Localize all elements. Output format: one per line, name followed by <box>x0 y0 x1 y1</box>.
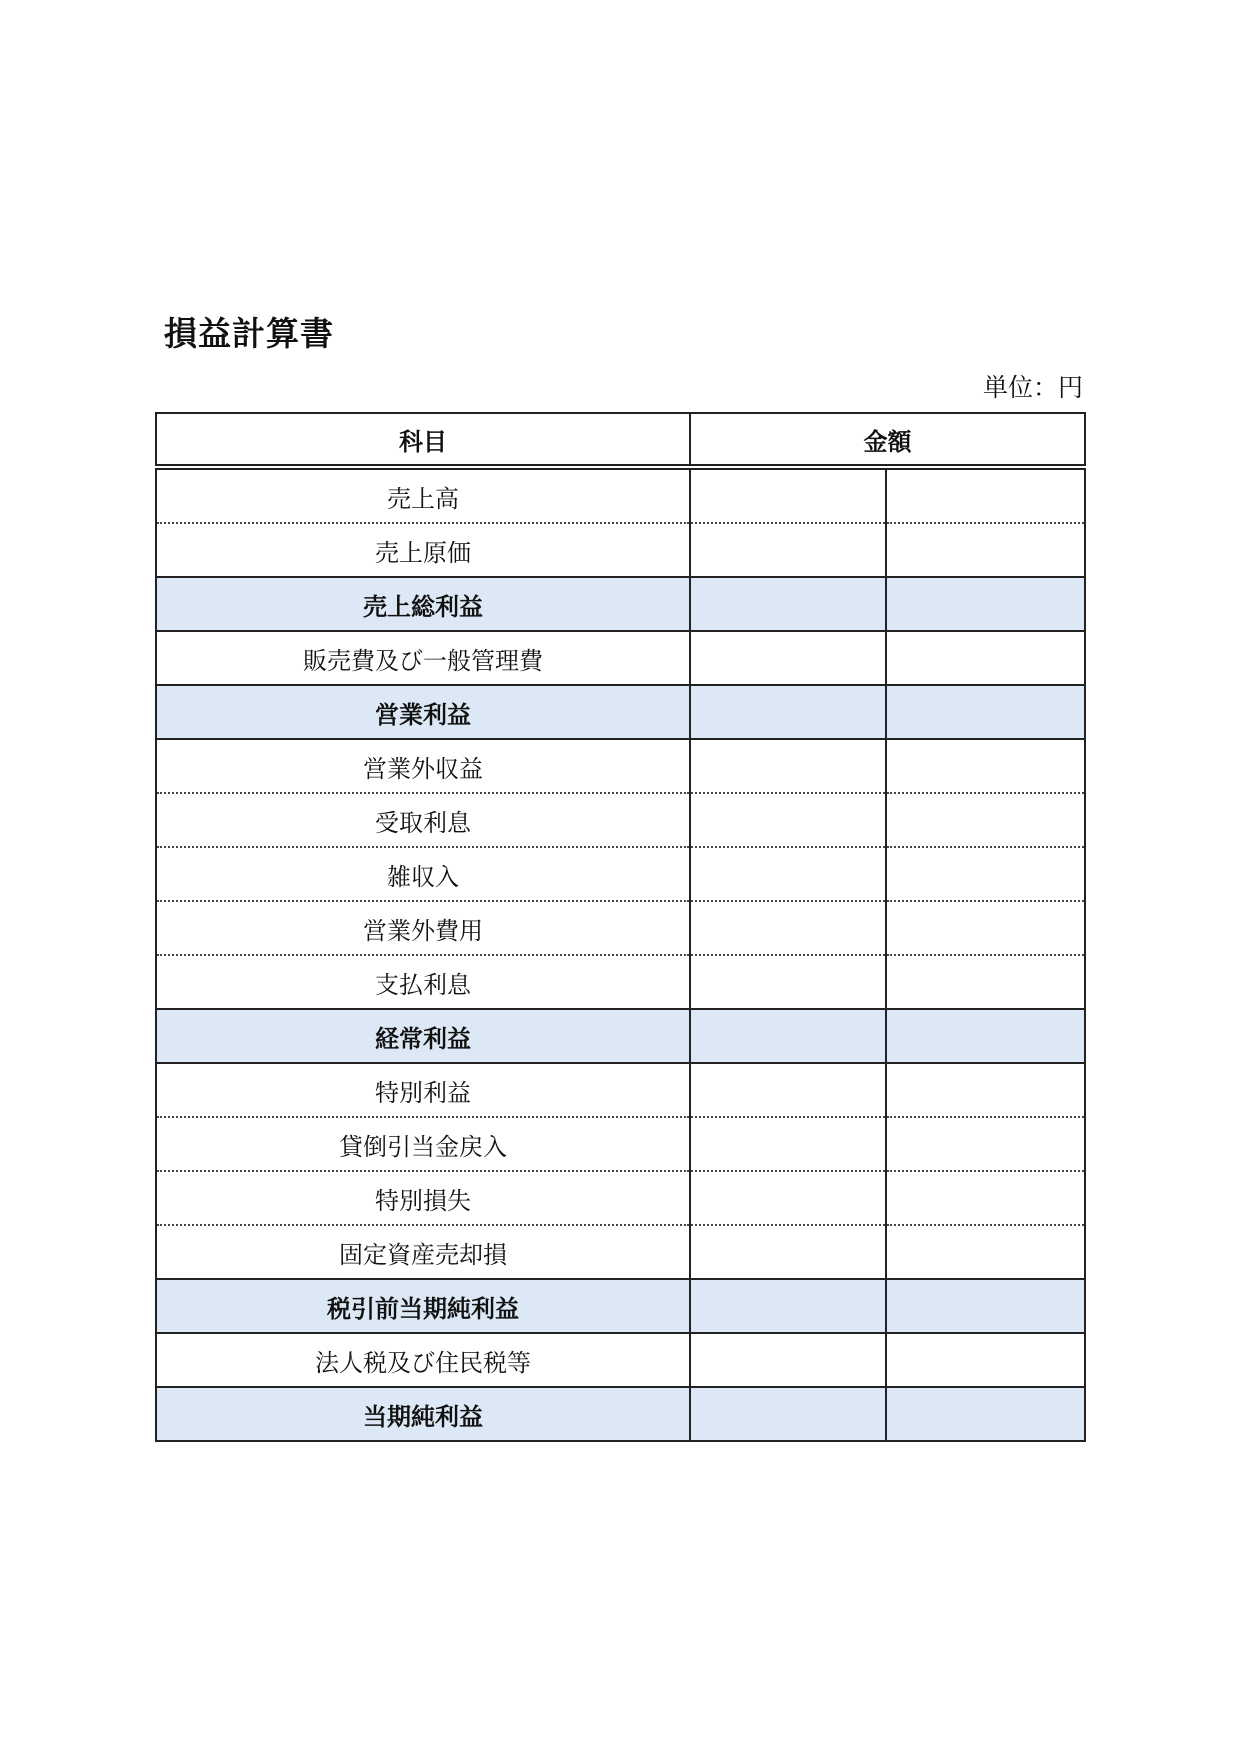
amount-cell-left[interactable] <box>690 631 886 685</box>
table-row-total <box>156 1387 1085 1441</box>
table-row <box>156 1225 1085 1279</box>
amount-cell-left[interactable] <box>690 577 886 631</box>
amount-cell-left[interactable] <box>690 1117 886 1171</box>
row-label: 営業外収益 <box>156 739 690 793</box>
amount-cell-right[interactable] <box>886 1279 1085 1333</box>
table-row <box>156 847 1085 901</box>
row-label: 特別損失 <box>156 1171 690 1225</box>
row-label: 特別利益 <box>156 1063 690 1117</box>
row-label: 販売費及び一般管理費 <box>156 631 690 685</box>
amount-cell-right[interactable] <box>886 577 1085 631</box>
table-row-total <box>156 577 1085 631</box>
header-amount: 金額 <box>690 413 1085 467</box>
row-label: 受取利息 <box>156 793 690 847</box>
amount-cell-right[interactable] <box>886 1171 1085 1225</box>
amount-cell-right[interactable] <box>886 793 1085 847</box>
amount-cell-left[interactable] <box>690 793 886 847</box>
amount-cell-left[interactable] <box>690 1225 886 1279</box>
row-label: 営業外費用 <box>156 901 690 955</box>
table-row <box>156 1171 1085 1225</box>
amount-cell-right[interactable] <box>886 1225 1085 1279</box>
table-row <box>156 955 1085 1009</box>
amount-cell-left[interactable] <box>690 1009 886 1063</box>
table-row <box>156 793 1085 847</box>
amount-cell-right[interactable] <box>886 1063 1085 1117</box>
table-row <box>156 631 1085 685</box>
table-row-total <box>156 685 1085 739</box>
table-row <box>156 1333 1085 1387</box>
unit-label: 単位：円 <box>982 373 1083 402</box>
amount-cell-left[interactable] <box>690 901 886 955</box>
table-row <box>156 901 1085 955</box>
amount-cell-left[interactable] <box>690 1063 886 1117</box>
row-label: 固定資産売却損 <box>156 1225 690 1279</box>
amount-cell-left[interactable] <box>690 685 886 739</box>
amount-cell-left[interactable] <box>690 1387 886 1441</box>
income-statement-table <box>155 412 1086 1442</box>
row-label: 法人税及び住民税等 <box>156 1333 690 1387</box>
amount-cell-left[interactable] <box>690 467 886 523</box>
amount-cell-right[interactable] <box>886 1009 1085 1063</box>
row-label: 経常利益 <box>156 1009 690 1063</box>
row-label: 当期純利益 <box>156 1387 690 1441</box>
row-label: 税引前当期純利益 <box>156 1279 690 1333</box>
row-label: 営業利益 <box>156 685 690 739</box>
amount-cell-left[interactable] <box>690 847 886 901</box>
page-title: 損益計算書 <box>164 314 334 353</box>
table-row <box>156 523 1085 577</box>
amount-cell-right[interactable] <box>886 1387 1085 1441</box>
amount-cell-left[interactable] <box>690 1333 886 1387</box>
amount-cell-right[interactable] <box>886 901 1085 955</box>
row-label: 雑収入 <box>156 847 690 901</box>
amount-cell-left[interactable] <box>690 523 886 577</box>
row-label: 売上高 <box>156 467 690 523</box>
amount-cell-left[interactable] <box>690 739 886 793</box>
row-label: 貸倒引当金戻入 <box>156 1117 690 1171</box>
amount-cell-right[interactable] <box>886 955 1085 1009</box>
amount-cell-right[interactable] <box>886 685 1085 739</box>
amount-cell-right[interactable] <box>886 631 1085 685</box>
amount-cell-left[interactable] <box>690 1171 886 1225</box>
amount-cell-right[interactable] <box>886 847 1085 901</box>
table-row <box>156 467 1085 523</box>
table-row-total <box>156 1279 1085 1333</box>
amount-cell-left[interactable] <box>690 1279 886 1333</box>
table-row <box>156 1063 1085 1117</box>
table-body <box>156 467 1085 1441</box>
amount-cell-right[interactable] <box>886 1117 1085 1171</box>
table-header-row <box>156 413 1085 467</box>
table-row-total <box>156 1009 1085 1063</box>
amount-cell-right[interactable] <box>886 523 1085 577</box>
amount-cell-left[interactable] <box>690 955 886 1009</box>
table-row <box>156 1117 1085 1171</box>
row-label: 売上原価 <box>156 523 690 577</box>
header-item: 科目 <box>156 413 690 467</box>
amount-cell-right[interactable] <box>886 1333 1085 1387</box>
amount-cell-right[interactable] <box>886 467 1085 523</box>
table-row <box>156 739 1085 793</box>
row-label: 売上総利益 <box>156 577 690 631</box>
row-label: 支払利息 <box>156 955 690 1009</box>
amount-cell-right[interactable] <box>886 739 1085 793</box>
